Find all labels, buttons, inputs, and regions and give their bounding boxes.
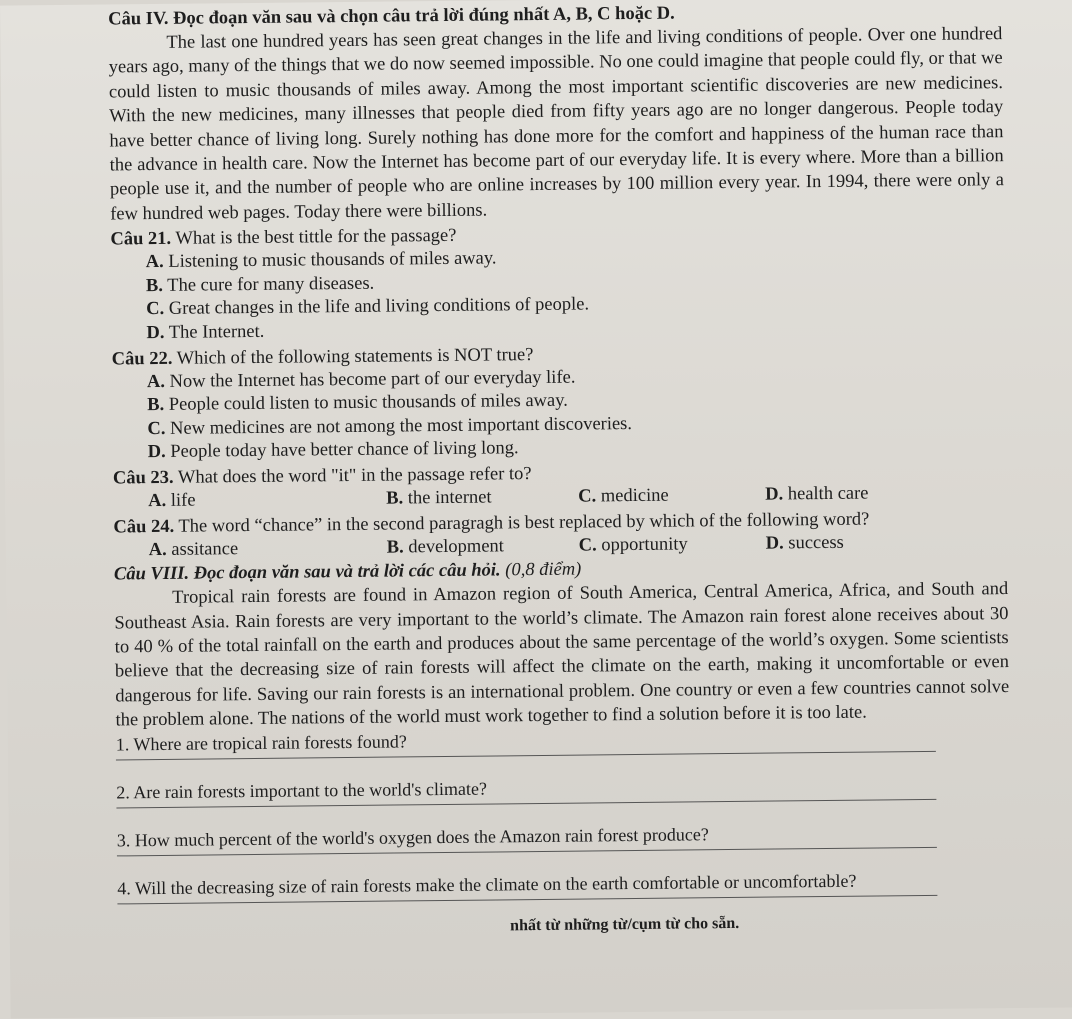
option-text: success <box>788 532 844 553</box>
question-text: What is the best tittle for the passage? <box>175 226 457 250</box>
option-letter: D. <box>765 533 784 554</box>
option-text: assitance <box>171 538 239 560</box>
option <box>387 534 579 560</box>
option-letter: C. <box>578 534 597 556</box>
question-number: Câu 23. <box>112 467 174 489</box>
option <box>149 536 387 562</box>
option-text: opportunity <box>601 534 688 555</box>
option-text: health care <box>787 483 869 505</box>
question-text: Which of the following statements is NOT true? <box>176 344 534 369</box>
option-letter: B. <box>145 275 164 296</box>
option-letter: C. <box>147 418 166 439</box>
option-letter: C. <box>578 486 597 507</box>
option-letter: B. <box>386 488 404 509</box>
section-iv-heading: Câu IV. Đọc đoạn văn sau và chọn câu trả lời đúng nhất A, B, C hoặc D. <box>108 3 675 30</box>
answer-line-1[interactable]: 1. Where are tropical rain forests found? <box>116 724 936 760</box>
answer-line-3[interactable]: 3. How much percent of the world's oxygen does the Amazon rain forest produce? <box>117 820 937 856</box>
option-letter: D. <box>146 322 165 344</box>
question-text: The word “chance” in the second paragragh is best replaced by which of the following word? <box>178 509 870 537</box>
question-text: What does the word "it" in the passage refer to? <box>177 464 532 488</box>
option-text: Listening to music thousands of miles away. <box>168 248 497 273</box>
option-text: development <box>408 535 504 557</box>
answer-line-4[interactable]: 4. Will the decreasing size of rain forests make the climate on the earth comfortable or uncomfortable? <box>117 868 937 904</box>
option-letter: A. <box>145 252 164 273</box>
option-text: New medicines are not among the most important discoveries. <box>169 413 633 439</box>
option <box>766 531 844 555</box>
option-text: The cure for many diseases. <box>167 273 375 296</box>
option-letter: C. <box>146 299 165 320</box>
section-iv-passage: The last one hundred years has seen great changes in the life and living conditions of people. Over one hundred years ago, many of the things that we do now seemed impossible. No one could imagine that people could fly, or that we could listen to music thousands of miles away. Among the most important scientific discoveries are new medicines. With the new medicines, many illnesses that people died from fifty years ago are no longer dangerous. People today have better chance of living long. Surely nothing has done more for the comfort and happiness of the human race than the advance in health care. Now the Internet has become part of our everyday life. It is every where. More than a billion people use it, and the number of people who are online increases by 100 million every year. In 1994, there were only a few hundred web pages. Today there were billions. <box>108 24 1005 225</box>
option-text: People could listen to music thousands of miles away. <box>168 390 568 416</box>
option-text: Now the Internet has become part of our everyday life. <box>169 367 576 392</box>
option-text: medicine <box>600 485 669 507</box>
option <box>579 532 766 558</box>
option-letter: A. <box>148 539 167 560</box>
section-viii-points: (0,8 điểm) <box>505 559 582 581</box>
option-text: People today have better chance of living long. <box>170 438 519 463</box>
question-number: Câu 24. <box>113 516 175 538</box>
option-letter: B. <box>147 395 165 416</box>
option-letter: D. <box>765 484 784 505</box>
footer-instruction: nhất từ những từ/cụm từ cho sẵn. <box>510 914 740 934</box>
option-letter: B. <box>386 537 404 558</box>
option <box>765 483 868 508</box>
option-text: life <box>170 490 196 511</box>
option-text: the internet <box>407 487 492 509</box>
section-viii-passage: Tropical rain forests are found in Amazon region of South America, Central America, Africa, and South and Southeast Asia. Rain forests are very important to the world’s climate. The Amazon rain forest alone receives about 30 to 40 % of the total rainfall on the earth and produces about the same percentage of the world’s oxygen. Some scientists believe that the decreasing size of rain forests will affect the climate on the earth, making it uncomfortable or even dangerous for life. Saving our rain forests is an international problem. One country or even a few countries cannot solve the problem alone. The nations of the world must work together to find a solution before it is too late. <box>114 579 1010 731</box>
answer-line-2[interactable]: 2. Are rain forests important to the world's climate? <box>116 772 936 808</box>
option-letter: D. <box>147 442 166 463</box>
question-number: Câu 22. <box>111 348 173 370</box>
option-text: The Internet. <box>168 321 265 343</box>
option <box>148 488 386 514</box>
option-letter: A. <box>146 371 166 392</box>
question-number: Câu 21. <box>110 229 172 250</box>
option-letter: A. <box>148 490 167 512</box>
section-viii-title: Câu VIII. Đọc đoạn văn sau và trả lời các câu hỏi. <box>113 560 501 585</box>
option <box>578 484 765 510</box>
option-text: Great changes in the life and living conditions of people. <box>168 294 590 320</box>
option <box>386 486 578 512</box>
